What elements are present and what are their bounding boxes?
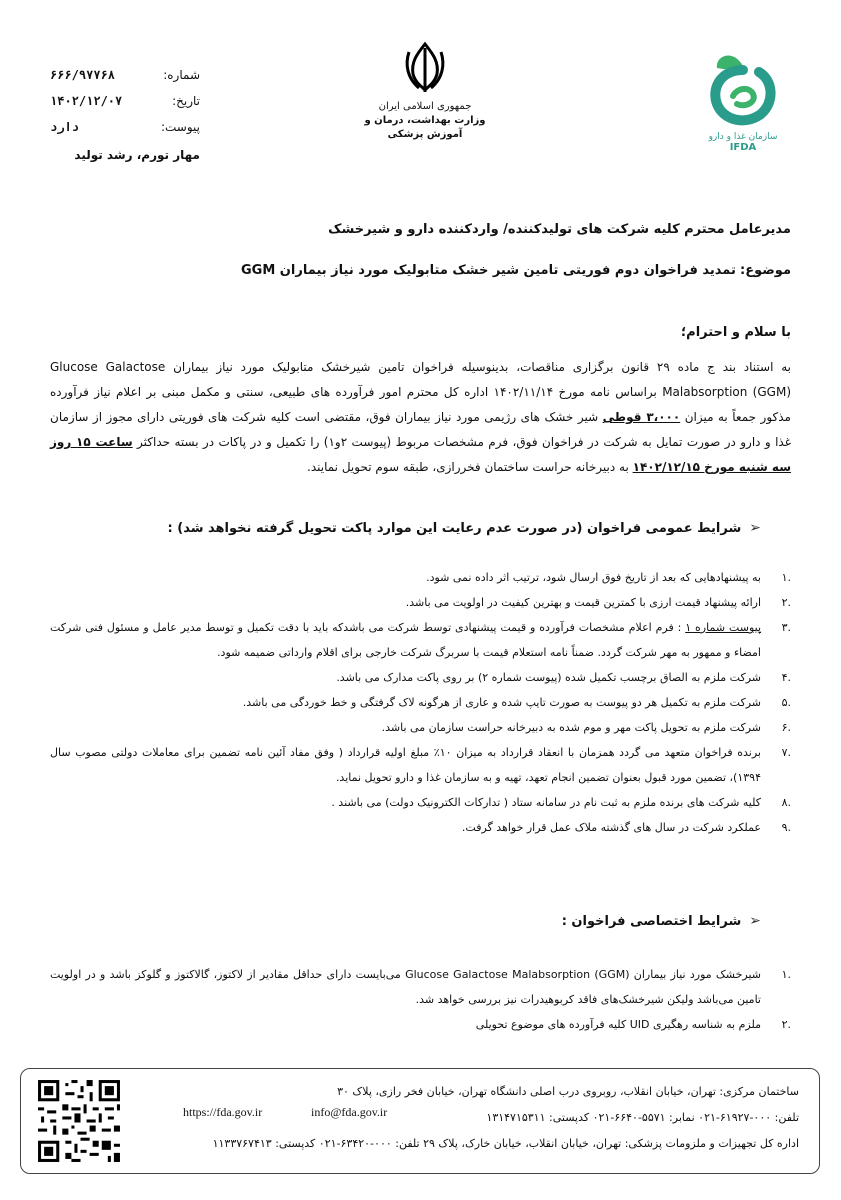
footer-line-phone: تلفن: ۰۰۰-۶۱۹۲۷-۰۲۱ نمابر: ۵۵۷۱-۶۶۴۰-۰۲۱ کدپستی: ۱۳۱۴۷۱۵۳۱۱ (486, 1111, 799, 1124)
body-part-1: به استناد بند ج ماده ۲۹ قانون برگزاری مناقصات، بدینوسیله فراخوان تامین شیرخشک متابولیک مورد نیاز بیماران Glucose Galactose Malabsorption (GGM) براساس نامه مورخ ۱۴۰۲/۱۱/۱۴ اداره کل محترم امور فرآورده های طبیعی، سنتی و مکمل مبنی بر اعلام نیاز فرآورده مذکور جمعاً به میزان (50, 360, 791, 424)
attachment-1-ref: پیوست شماره ۱ (685, 621, 762, 634)
body-part-3: به دبیرخانه حراست ساختمان فخررازی، طبقه سوم تحویل نمایند. (307, 460, 629, 474)
ifda-logo (688, 48, 798, 158)
footer-line-dept: اداره کل تجهیزات و ملزومات پزشکی: تهران، خیابان انقلاب، خیابان خارک، پلاک ۲۹ تلفن: ۰۰۰-۶۳۴۲۰-۰۲۱ کدپستی: ۱۱۳۳۷۶۷۴۱۳ (212, 1137, 799, 1150)
specific-conditions-list (50, 962, 791, 1037)
item-number: .۶ (781, 721, 791, 734)
item-text: به پیشنهادهایی که بعد از تاریخ فوق ارسال شود، ترتیب اثر داده نمی شود. (426, 571, 761, 584)
general-conditions-list (50, 565, 791, 840)
item-number: .۸ (781, 796, 791, 809)
body-quantity: ۳،۰۰۰ قوطی (602, 410, 681, 424)
list-item (50, 740, 791, 790)
item-number: .۲ (781, 596, 791, 609)
item-text: ارائه پیشنهاد قیمت ارزی با کمترین قیمت و بهترین کیفیت در اولویت می باشد. (405, 596, 761, 609)
list-item (50, 962, 791, 1012)
item-number: .۵ (781, 696, 791, 709)
item-text (50, 615, 761, 665)
list-item (50, 715, 791, 740)
list-item (50, 790, 791, 815)
section-specific-title-text: شرایط اختصاصی فراخوان : (561, 913, 742, 929)
logo-abbr: IFDA (729, 142, 757, 153)
item-text: عملکرد شرکت در سال های گذشته ملاک عمل قرار خواهد گرفت. (461, 821, 761, 834)
subject-label: موضوع: (740, 263, 791, 278)
item-text: برنده فراخوان متعهد می گردد همزمان با انعقاد قرارداد به میزان ۱۰٪ مبلغ اولیه قرارداد ( وفق مفاد آئین نامه تضمین برای معاملات دولتی مصوب سال ۱۳۹۴)، تضمین مورد قبول بعنوان تضمین انجام تعهد، تهیه و به سازمان غذا و دارو تحویل نماید. (50, 746, 761, 784)
footer-line-hq: ساختمان مرکزی: تهران، خیابان انقلاب، روبروی درب اصلی دانشگاه تهران، خیابان فخر رازی، پلاک ۳۰ (337, 1085, 799, 1098)
chevron-bullet-icon: ➢ (749, 520, 761, 536)
number-value: ۶۶۶/۹۷۷۶۸ (50, 68, 116, 82)
item-number: .۱ (781, 968, 791, 981)
date-row (50, 88, 200, 114)
iran-emblem (350, 40, 500, 142)
item-number: .۹ (781, 821, 791, 834)
ifda-logo-icon (703, 48, 783, 128)
item-text: شیرخشک مورد نیاز بیماران Glucose Galactose Malabsorption (GGM) می‌بایست دارای حداقل مقادیر از لاکتوز، گالاکتوز و گلوکز باشد و در اولویت تامین می‌باشد ولیکن شیرخشک‌های فاقد کربوهیدرات نیز بررسی خواهد شد. (50, 968, 761, 1006)
body-part-2: شیر خشک های رژیمی مورد نیاز بیماران فوق، مقتضی است کلیه شرکت های فوریتی دارای مجوز از سازمان غذا و دارو در صورت تمایل به شرکت در فراخوان فوق، فرم مشخصات مربوط (پیوست ۲و۱) را تکمیل و در پاکات در بسته حداکثر (50, 410, 791, 449)
letter-meta (50, 62, 200, 168)
list-item (50, 1012, 791, 1037)
chevron-bullet-icon: ➢ (749, 913, 761, 929)
item-number: .۴ (781, 671, 791, 684)
logo-caption: سازمان غذا و دارو (708, 132, 778, 142)
list-item (50, 815, 791, 840)
section-general-title-text: شرایط عمومی فراخوان (در صورت عدم رعایت این موارد پاکت تحویل گرفته نخواهد شد) : (167, 520, 742, 536)
letter-body (50, 355, 791, 480)
list-item (50, 615, 791, 665)
attachment-value: دارد (50, 120, 79, 134)
emblem-icon (403, 40, 447, 96)
emblem-government: جمهوری اسلامی ایران (378, 101, 472, 112)
greeting: با سلام و احترام؛ (680, 325, 791, 340)
date-value: ۱۴۰۲/۱۲/۰۷ (50, 94, 123, 108)
item-text: شرکت ملزم به تحویل پاکت مهر و موم شده به دبیرخانه حراست سازمان می باشد. (381, 721, 761, 734)
item-text-rest: : فرم اعلام مشخصات فرآورده و قیمت پیشنهادی توسط شرکت می باشدکه باید با دقت تکمیل و توسط مدیر عامل و مسئول فنی شرکت امضاء و ممهور به مهر شرکت گردد. ضمناً نامه استعلام قیمت با سربرگ شرکت خارجی برای اقلام وارداتی ضمیمه شود. (50, 621, 761, 659)
item-number: .۳ (781, 621, 791, 634)
item-number: .۷ (781, 746, 791, 759)
emblem-ministry: وزارت بهداشت، درمان و آموزش پزشکی (364, 115, 486, 140)
section-specific-title (562, 913, 761, 929)
list-item (50, 590, 791, 615)
letter-footer (20, 1068, 820, 1174)
attachment-row (50, 114, 200, 140)
email-link[interactable]: info@fda.gov.ir (311, 1105, 388, 1119)
website-link[interactable]: https://fda.gov.ir (183, 1105, 263, 1119)
addressee: مدیرعامل محترم کلیه شرکت های تولیدکننده/ واردکننده دارو و شیرخشک (328, 222, 791, 237)
item-text: ملزم به شناسه رهگیری UID کلیه فرآورده های موضوع تحویلی (475, 1018, 761, 1031)
subject (241, 263, 791, 278)
qr-code-icon (35, 1077, 123, 1165)
subject-text: تمدید فراخوان دوم فوریتی تامین شیر خشک متابولیک مورد نیاز بیماران GGM (241, 263, 736, 278)
item-number: .۱ (781, 571, 791, 584)
section-general-title (168, 520, 761, 536)
list-item (50, 690, 791, 715)
item-text: کلیه شرکت های برنده ملزم به ثبت نام در سامانه ستاد ( تدارکات الکترونیک دولت) می باشند . (331, 796, 761, 809)
list-item (50, 565, 791, 590)
date-label: تاریخ: (172, 94, 200, 108)
slogan: مهار تورم، رشد تولید (74, 148, 200, 162)
item-text: شرکت ملزم به تکمیل هر دو پیوست به صورت تایپ شده و عاری از هرگونه لاک گرفتگی و خط خوردگی می باشد. (242, 696, 761, 709)
number-label: شماره: (163, 68, 200, 82)
body-deadline: ساعت ۱۵ روز سه شنبه مورخ ۱۴۰۲/۱۲/۱۵ (50, 435, 791, 474)
number-row (50, 62, 200, 88)
item-number: .۲ (781, 1018, 791, 1031)
item-text: شرکت ملزم به الصاق برچسب تکمیل شده (پیوست شماره ۲) بر روی پاکت مدارک می باشد. (336, 671, 761, 684)
attachment-label: پیوست: (160, 120, 200, 134)
list-item (50, 665, 791, 690)
